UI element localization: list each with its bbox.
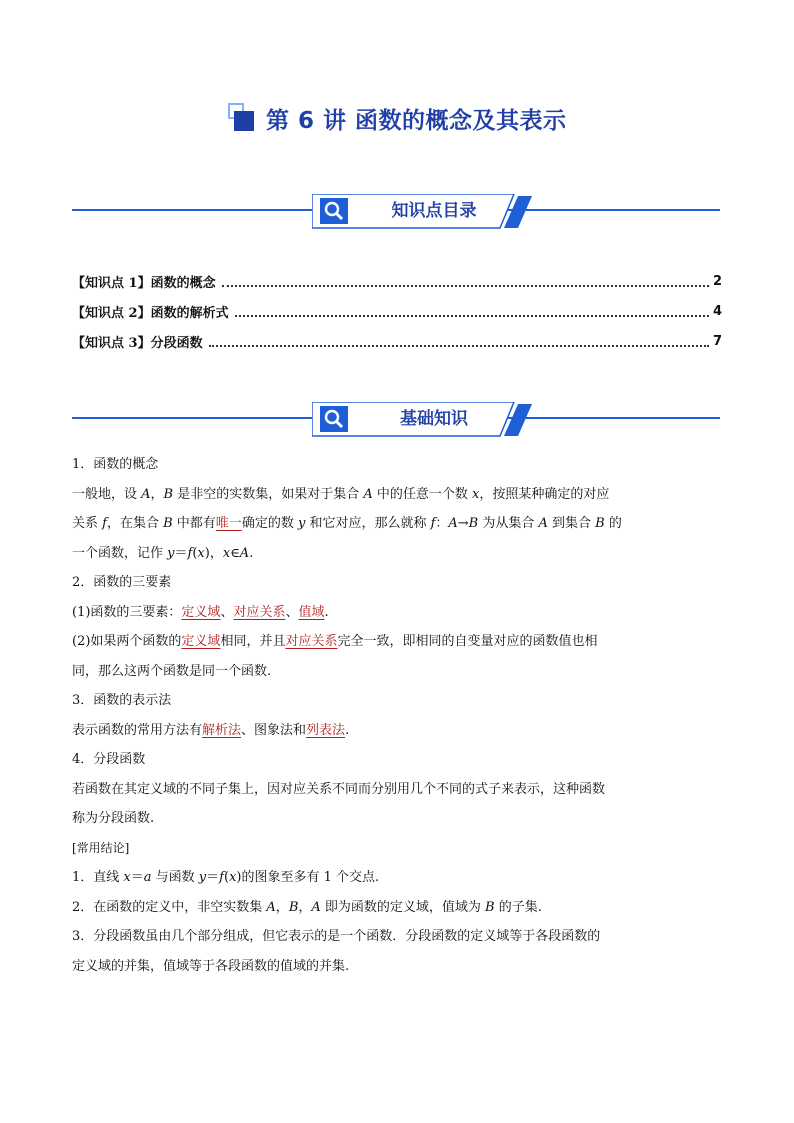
key-term: 对应关系 (285, 634, 338, 649)
key-term: 定义域 (181, 604, 221, 620)
key-term: 对应关系 (233, 604, 286, 620)
paragraph: 称为分段函数. (72, 811, 155, 826)
conclusions-heading: [常用结论] (72, 840, 130, 855)
toc-banner (72, 194, 720, 234)
toc-item-label: 【知识点 1】函数的概念 (72, 275, 216, 291)
paragraph: (1)函数的三要素：定义域、对应关系、值域. (72, 604, 329, 620)
key-term: 值域 (298, 604, 325, 620)
toc-item[interactable] (72, 326, 722, 356)
toc-item-label: 【知识点 2】函数的解析式 (72, 305, 229, 321)
table-of-contents (72, 266, 722, 356)
basics-content (72, 450, 722, 981)
toc-leader-dots (235, 315, 709, 317)
conclusion-item: 1．直线 x＝a 与函数 y＝f(x)的图象至多有 1 个交点. (72, 870, 380, 885)
toc-leader-dots (209, 345, 709, 347)
paragraph: 表示函数的常用方法有解析法、图象法和列表法. (72, 722, 350, 738)
key-term: 唯一 (215, 516, 242, 531)
key-term: 定义域 (181, 634, 221, 649)
conclusion-item: 3．分段函数虽由几个部分组成，但它表示的是一个函数．分段函数的定义域等于各段函数的 (72, 929, 601, 944)
basics-banner (72, 402, 720, 442)
conclusion-item: 定义域的并集，值域等于各段函数的值域的并集. (72, 958, 350, 974)
paragraph: 一般地，设 A，B 是非空的实数集，如果对于集合 A 中的任意一个数 x，按照某种确定的对应 (72, 486, 610, 502)
paragraph: 同，那么这两个函数是同一个函数. (72, 663, 272, 679)
toc-item[interactable] (72, 296, 722, 326)
document-title (228, 100, 567, 136)
basics-banner-label: 基础知识 (400, 409, 468, 429)
toc-item-page: 2 (712, 273, 722, 289)
title-text: 第 6 讲 函数的概念及其表示 (266, 107, 567, 134)
toc-item[interactable] (72, 266, 722, 296)
search-icon (320, 198, 348, 224)
paragraph: 若函数在其定义域的不同子集上，因对应关系不同而分别用几个不同的式子来表示，这种函数 (72, 781, 606, 797)
toc-item-page: 7 (712, 333, 722, 349)
section-heading: 1．函数的概念 (72, 457, 159, 472)
toc-item-label: 【知识点 3】分段函数 (72, 335, 203, 351)
key-term: 列表法 (306, 722, 346, 738)
search-icon (320, 406, 348, 432)
toc-banner-label: 知识点目录 (391, 201, 477, 221)
section-heading: 2．函数的三要素 (72, 575, 172, 590)
square-bullet-icon (228, 103, 258, 133)
paragraph: 关系 f，在集合 B 中都有唯一确定的数 y 和它对应，那么就称 f：A→B 为从集合 A 到集合 B 的 (72, 516, 622, 531)
section-heading: 3．函数的表示法 (72, 693, 172, 708)
paragraph: (2)如果两个函数的定义域相同，并且对应关系完全一致，即相同的自变量对应的函数值也相 (72, 634, 598, 649)
toc-item-page: 4 (712, 303, 722, 319)
conclusion-item: 2．在函数的定义中，非空实数集 A，B，A 即为函数的定义域，值域为 B 的子集. (72, 899, 542, 915)
section-heading: 4．分段函数 (72, 752, 146, 767)
key-term: 解析法 (202, 722, 242, 738)
paragraph: 一个函数，记作 y＝f(x)，x∈A. (72, 545, 254, 561)
toc-leader-dots (222, 285, 709, 287)
